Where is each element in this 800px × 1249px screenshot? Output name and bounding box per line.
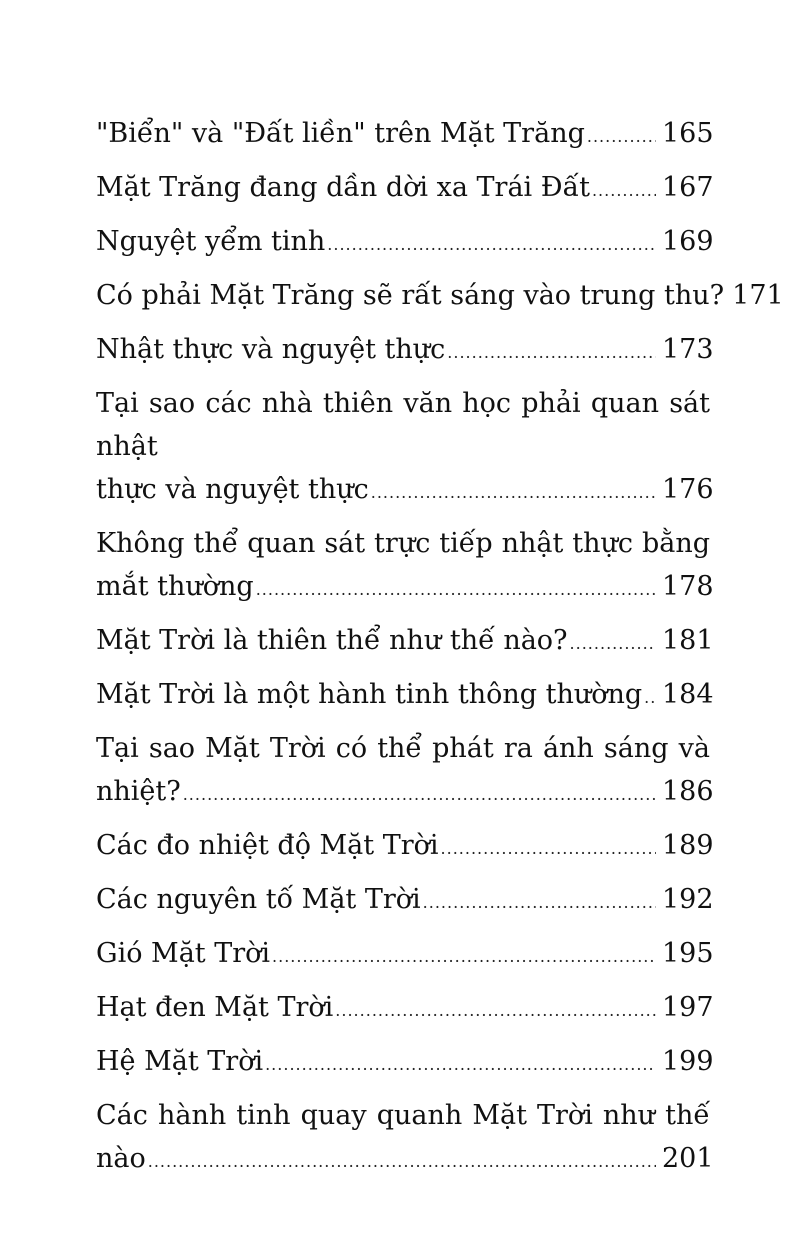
toc-entry-title-line1: Không thể quan sát trực tiếp nhật thực bằng xyxy=(96,528,710,559)
toc-entry xyxy=(96,112,714,158)
toc-page-number: 192 xyxy=(662,884,714,915)
dot-leader xyxy=(592,169,656,212)
dot-leader xyxy=(327,223,656,266)
toc-entry-title-line2: mắt thường xyxy=(96,571,254,602)
toc-line xyxy=(96,565,714,611)
dot-leader xyxy=(256,568,656,611)
toc-entry-title-line2: nào xyxy=(96,1143,146,1174)
dot-leader xyxy=(371,471,656,514)
toc-entry xyxy=(96,824,714,870)
toc-entry xyxy=(96,986,714,1032)
toc-line xyxy=(96,1137,714,1183)
table-of-contents xyxy=(96,112,784,1191)
toc-entry xyxy=(96,274,784,320)
toc-entry xyxy=(96,220,714,266)
toc-entry xyxy=(96,1040,714,1086)
toc-line xyxy=(96,112,714,158)
toc-entry-title: Mặt Trời là một hành tinh thông thường xyxy=(96,679,643,710)
toc-entry xyxy=(96,328,714,374)
toc-page-number: 181 xyxy=(662,625,714,656)
toc-page-number: 184 xyxy=(662,679,714,710)
dot-leader xyxy=(183,773,656,816)
toc-page-number: 169 xyxy=(662,226,714,257)
toc-line xyxy=(96,468,714,514)
toc-entry-title: Mặt Trời là thiên thể như thế nào? xyxy=(96,625,568,656)
toc-entry-title: Nguyệt yểm tinh xyxy=(96,226,326,257)
dot-leader xyxy=(423,881,656,924)
toc-line xyxy=(96,166,714,212)
toc-line xyxy=(96,878,714,924)
toc-entry xyxy=(96,166,714,212)
toc-entry xyxy=(96,673,714,719)
dot-leader xyxy=(272,935,656,978)
toc-entry-title: Có phải Mặt Trăng sẽ rất sáng vào trung thu? xyxy=(96,280,725,311)
dot-leader xyxy=(265,1043,656,1086)
toc-page-number: 171 xyxy=(732,280,784,311)
toc-line xyxy=(96,770,714,816)
toc-entry xyxy=(96,522,714,611)
toc-line xyxy=(96,1040,714,1086)
toc-page-number: 167 xyxy=(662,172,714,203)
toc-entry xyxy=(96,382,714,514)
toc-entry xyxy=(96,878,714,924)
dot-leader xyxy=(587,115,656,158)
dot-leader xyxy=(644,676,656,719)
toc-page-number: 199 xyxy=(662,1046,714,1077)
toc-entry-title-line1: Tại sao các nhà thiên văn học phải quan sát nhật xyxy=(96,388,710,462)
dot-leader xyxy=(335,989,656,1032)
toc-entry-title: Mặt Trăng đang dần dời xa Trái Đất xyxy=(96,172,590,203)
toc-entry-title: Nhật thực và nguyệt thực xyxy=(96,334,446,365)
toc-line xyxy=(96,824,714,870)
toc-entry-title-line2: nhiệt? xyxy=(96,776,181,807)
toc-entry-title: "Biển" và "Đất liền" trên Mặt Trăng xyxy=(96,118,585,149)
toc-entry-title-line1: Các hành tinh quay quanh Mặt Trời như thế xyxy=(96,1100,710,1131)
toc-page-number: 195 xyxy=(662,938,714,969)
toc-line xyxy=(96,274,784,320)
toc-line xyxy=(96,986,714,1032)
dot-leader xyxy=(570,622,656,665)
toc-entry-title: Các đo nhiệt độ Mặt Trời xyxy=(96,830,439,861)
dot-leader xyxy=(441,827,656,870)
toc-line xyxy=(96,932,714,978)
toc-page-number: 178 xyxy=(662,571,714,602)
dot-leader xyxy=(447,331,656,374)
toc-line xyxy=(96,673,714,719)
toc-page-number: 189 xyxy=(662,830,714,861)
dot-leader xyxy=(148,1140,656,1183)
toc-entry xyxy=(96,619,714,665)
toc-line xyxy=(96,328,714,374)
toc-entry xyxy=(96,727,714,816)
toc-line xyxy=(96,220,714,266)
toc-page-number: 197 xyxy=(662,992,714,1023)
toc-entry xyxy=(96,932,714,978)
toc-page-number: 176 xyxy=(662,474,714,505)
toc-line xyxy=(96,619,714,665)
toc-page-number: 201 xyxy=(662,1143,714,1174)
toc-entry-title-line1: Tại sao Mặt Trời có thể phát ra ánh sáng và xyxy=(96,733,710,764)
toc-entry-title: Các nguyên tố Mặt Trời xyxy=(96,884,421,915)
toc-page-number: 165 xyxy=(662,118,714,149)
toc-page-number: 173 xyxy=(662,334,714,365)
toc-page-number: 186 xyxy=(662,776,714,807)
toc-entry-title: Hệ Mặt Trời xyxy=(96,1046,264,1077)
toc-entry-title: Gió Mặt Trời xyxy=(96,938,271,969)
toc-entry-title-line2: thực và nguyệt thực xyxy=(96,474,369,505)
toc-entry xyxy=(96,1094,714,1183)
toc-entry-title: Hạt đen Mặt Trời xyxy=(96,992,334,1023)
